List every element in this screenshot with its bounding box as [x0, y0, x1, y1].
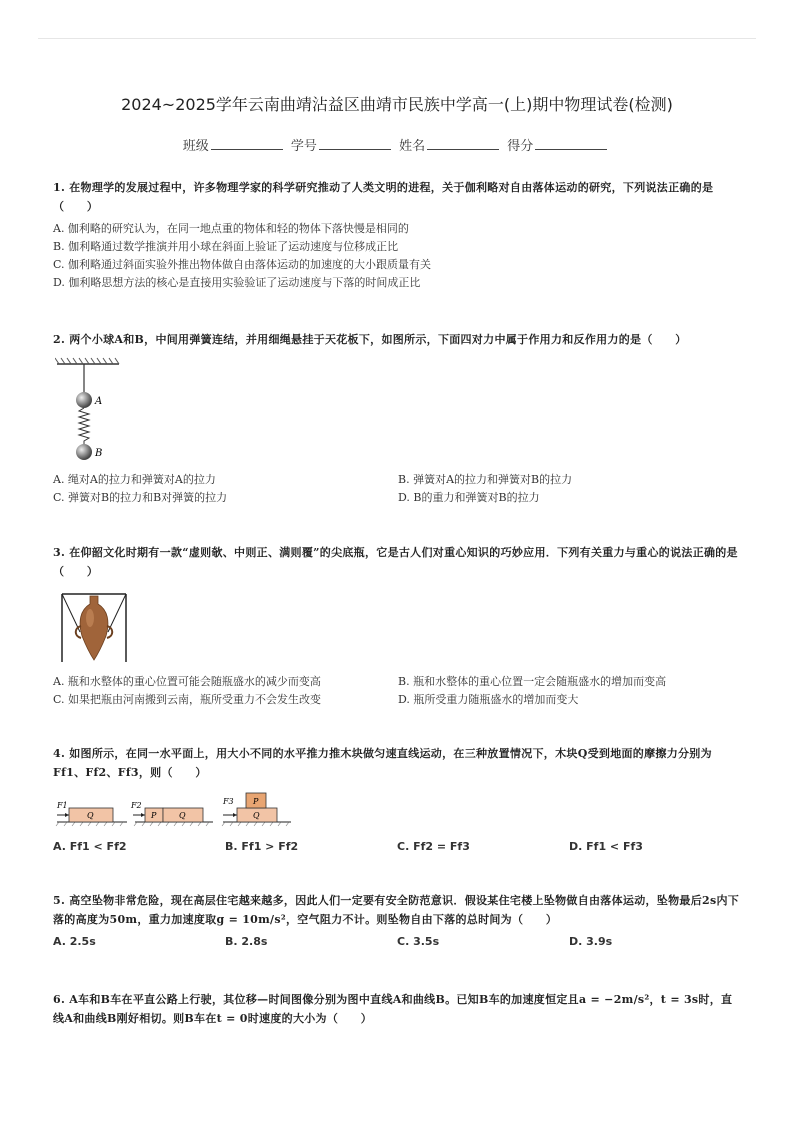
top-divider	[38, 38, 756, 39]
q3-option-b[interactable]: B. 瓶和水整体的重心位置一定会随瓶盛水的增加而变高	[398, 675, 667, 688]
f2-label: F2	[131, 801, 142, 810]
svg-text:P: P	[253, 797, 259, 806]
question-1	[53, 178, 743, 292]
q1-option-b[interactable]: B. 伽利略通过数学推演并用小球在斜面上验证了运动速度与位移成正比	[53, 240, 399, 253]
q1-option-a[interactable]: A. 伽利略的研究认为，在同一地点重的物体和轻的物体下落快慢是相同的	[53, 222, 409, 235]
question-4-stem: 4. 如图所示，在同一水平面上，用大小不同的水平推力推木块做匀速直线运动，在三种放置情况下，木块Q受到地面的摩擦力分别为Ff1、Ff2、Ff3，则（ ）	[53, 747, 712, 779]
ball-b	[76, 444, 92, 460]
q3-option-a[interactable]: A. 瓶和水整体的重心位置可能会随瓶盛水的减少而变高	[53, 675, 321, 688]
q4-option-b[interactable]: B. Ff1 > Ff2	[225, 840, 299, 853]
number-blank[interactable]	[319, 137, 391, 150]
question-3-stem: 3. 在仰韶文化时期有一款“虚则欹、中则正、满则覆”的尖底瓶，它是古人们对重心知识的巧妙应用．下列有关重力与重心的说法正确的是（ ）	[53, 546, 738, 578]
question-2-options	[53, 471, 743, 507]
f3-label: F3	[223, 797, 234, 806]
question-2	[53, 330, 743, 349]
q3-option-c[interactable]: C. 如果把瓶由河南搬到云南，瓶所受重力不会发生改变	[53, 693, 322, 706]
q5-option-a[interactable]: A. 2.5s	[53, 935, 96, 948]
svg-text:Q: Q	[87, 811, 94, 820]
push-blocks-figure	[55, 790, 295, 830]
question-6	[53, 990, 743, 1028]
question-5-stem: 5. 高空坠物非常危险，现在高层住宅越来越多，因此人们一定要有安全防范意识．假设某住宅楼上坠物做自由落体运动，坠物最后2s内下落的高度为50m，重力加速度取g = 10m/s²，空气阻力不计。则坠物自由下落的总时间为（ ）	[53, 894, 740, 926]
question-4	[53, 744, 743, 782]
q3-option-d[interactable]: D. 瓶所受重力随瓶盛水的增加而变大	[398, 693, 579, 706]
number-label: 学号	[290, 139, 317, 154]
q2-option-d[interactable]: D. B的重力和弹簧对B的拉力	[398, 491, 540, 504]
q1-option-c[interactable]: C. 伽利略通过斜面实验外推出物体做自由落体运动的加速度的大小跟质量有关	[53, 258, 432, 271]
q1-option-d[interactable]: D. 伽利略思想方法的核心是直接用实验验证了运动速度与下落的时间成正比	[53, 276, 421, 289]
q2-option-c[interactable]: C. 弹簧对B的拉力和B对弹簧的拉力	[53, 491, 228, 504]
vase-figure	[60, 592, 128, 662]
name-blank[interactable]	[427, 137, 499, 150]
question-3-options	[53, 673, 743, 709]
question-5	[53, 891, 743, 951]
question-2-stem: 2. 两个小球A和B，中间用弹簧连结，并用细绳悬挂于天花板下，如图所示，下面四对力中属于作用力和反作用力的是（ ）	[53, 333, 687, 346]
question-6-stem: 6. A车和B车在平直公路上行驶，其位移—时间图像分别为图中直线A和曲线B。已知B车的加速度恒定且a = −2m/s²，t = 3s时，直线A和曲线B刚好相切。则B车在t = 0时速度的大小为（ ）	[53, 993, 733, 1025]
question-4-options	[53, 838, 743, 856]
spring	[79, 408, 89, 444]
q4-option-c[interactable]: C. Ff2 = Ff3	[397, 840, 470, 853]
q5-option-d[interactable]: D. 3.9s	[569, 935, 613, 948]
spring-balls-figure	[55, 356, 125, 468]
svg-text:Q: Q	[179, 811, 186, 820]
q2-option-a[interactable]: A. 绳对A的拉力和弹簧对A的拉力	[53, 473, 216, 486]
score-blank[interactable]	[535, 137, 607, 150]
q5-option-b[interactable]: B. 2.8s	[225, 935, 268, 948]
svg-text:Q: Q	[253, 811, 260, 820]
name-label: 姓名	[399, 139, 426, 154]
question-1-stem: 1. 在物理学的发展过程中，许多物理学家的科学研究推动了人类文明的进程，关于伽利略对自由落体运动的研究，下列说法正确的是（ ）	[53, 181, 714, 213]
f1-label: F1	[57, 801, 68, 810]
question-3	[53, 543, 743, 581]
class-blank[interactable]	[211, 137, 283, 150]
q4-option-d[interactable]: D. Ff1 < Ff3	[569, 840, 643, 853]
svg-text:P: P	[151, 811, 157, 820]
label-b: B	[95, 448, 103, 459]
class-label: 班级	[182, 139, 209, 154]
q2-option-b[interactable]: B. 弹簧对A的拉力和弹簧对B的拉力	[398, 473, 573, 486]
student-info-line	[0, 135, 794, 154]
page-title: 2024~2025学年云南曲靖沾益区曲靖市民族中学高一(上)期中物理试卷(检测)	[121, 95, 673, 114]
q5-option-c[interactable]: C. 3.5s	[397, 935, 440, 948]
q4-option-a[interactable]: A. Ff1 < Ff2	[53, 840, 127, 853]
ball-a	[76, 392, 92, 408]
pointed-bottom-vase	[80, 596, 108, 660]
score-label: 得分	[507, 139, 534, 154]
label-a: A	[95, 396, 103, 407]
